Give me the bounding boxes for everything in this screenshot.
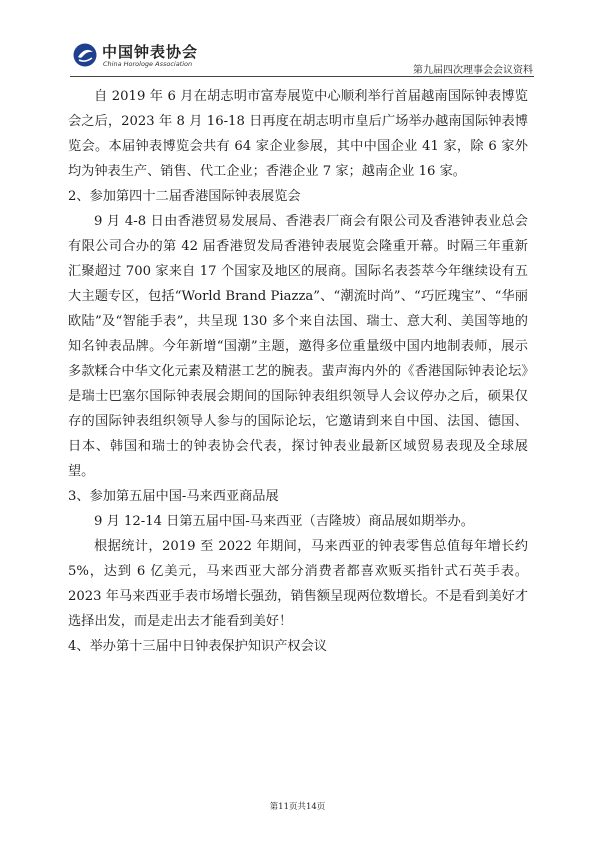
org-name-cn: 中国钟表协会 (102, 43, 199, 61)
document-body (68, 84, 528, 659)
section-heading-malaysia-expo: 3、参加第五届中国-马来西亚商品展 (68, 489, 279, 504)
header-divider (70, 76, 534, 77)
page-number: 第11页共14页 (269, 802, 326, 812)
document-label: 第九届四次理事会会议资料 (413, 65, 533, 76)
association-logo-icon (72, 42, 98, 68)
section-heading-ip-conference: 4、举办第十三届中日钟表保护知识产权会议 (68, 639, 327, 654)
paragraph-malaysia-market: 根据统计，2019 至 2022 年期间，马来西亚的钟表零售总值每年增长约 5%，达到 6 亿美元，马来西亚大部分消费者都喜欢贩买指针式石英手表。2023 年马来西亚手表市场增长强劲，销售额呈现两位数增长。不是看到美好才选择出发，而是走出去才能看到美好！ (68, 539, 528, 629)
paragraph-hk-fair: 9 月 4-8 日由香港贸易发展局、香港表厂商会有限公司及香港钟表业总会有限公司合办的第 42 届香港贸发局香港钟表展览会隆重开幕。时隔三年重新汇聚超过 700 家来自 17 个国家及地区的展商。国际名表荟萃今年继续设有五大主题专区，包括“World Brand Piazza”、“潮流时尚”、“巧匠瑰宝”、“华丽欧陆”及“智能手表”，共呈现 130 多个来自法国、瑞士、意大利、美国等地的知名钟表品牌。今年新增“国潮”主题，邀得多位重量级中国内地制表师，展示多款糅合中华文化元素及精湛工艺的腕表。蜚声海内外的《香港国际钟表论坛》是瑞士巴塞尔国际钟表展会期间的国际钟表组织领导人会议停办之后，硕果仅存的国际钟表组织领导人参与的国际论坛，它邀请到来自中国、法国、德国、日本、韩国和瑞士的钟表协会代表，探讨钟表业最新区域贸易表现及全球展望。 (68, 214, 528, 479)
section-heading-hk-fair: 2、参加第四十二届香港国际钟表展览会 (68, 189, 301, 204)
paragraph-vietnam-expo: 自 2019 年 6 月在胡志明市富寿展览中心顺利举行首届越南国际钟表博览会之后，2023 年 8 月 16-18 日再度在胡志明市皇后广场举办越南国际钟表博览会。本届钟表博览会共有 64 家企业参展，其中中国企业 41 家，除 6 家外均为钟表生产、销售、代工企业；香港企业 7 家；越南企业 16 家。 (68, 89, 528, 179)
paragraph-malaysia-expo: 9 月 12-14 日第五届中国-马来西亚（吉隆坡）商品展如期举办。 (94, 514, 474, 529)
page-header (0, 0, 595, 86)
org-name-en: China Horologe Association (103, 60, 193, 68)
